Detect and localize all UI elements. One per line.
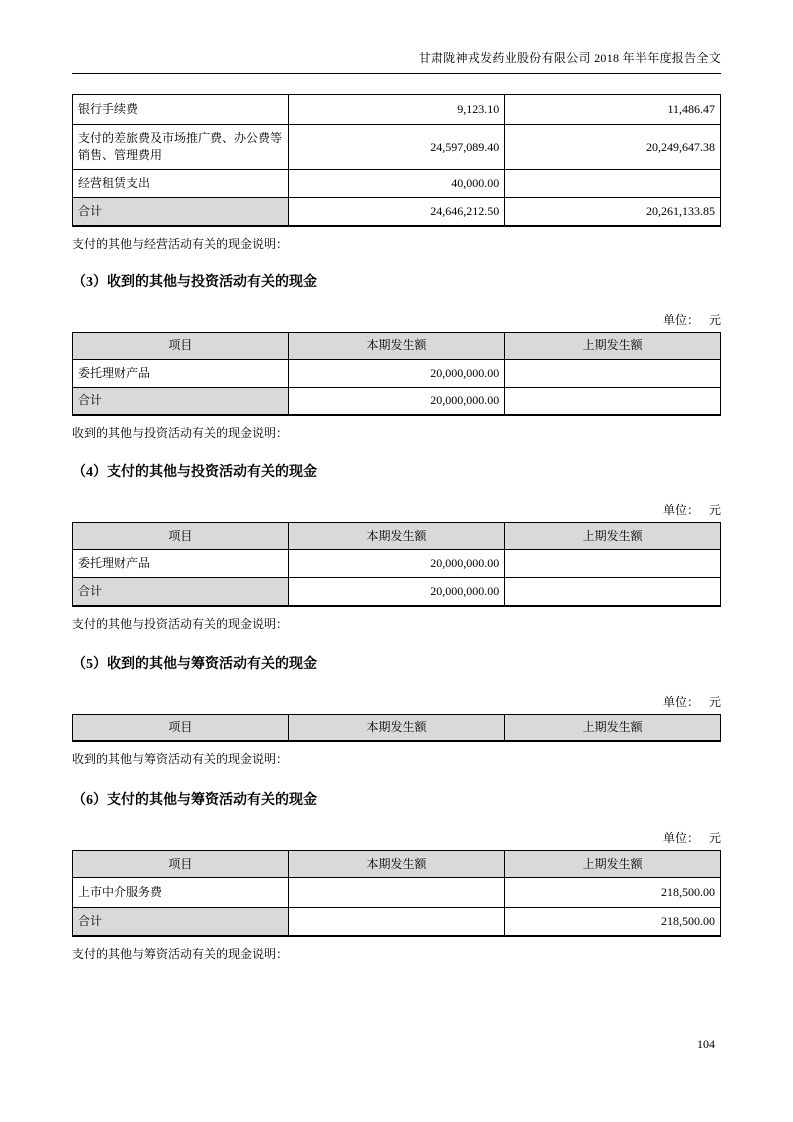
column-header-item: 项目: [73, 523, 289, 550]
section-5-table: [72, 714, 721, 743]
current-amount-cell: 20,000,000.00: [288, 387, 504, 415]
column-header-item: 项目: [73, 714, 289, 741]
item-cell: 委托理财产品: [73, 359, 289, 387]
column-header-current: 本期发生额: [288, 714, 504, 741]
section-4-table: [72, 522, 721, 607]
table-row: [73, 359, 721, 387]
unit-label: 单位：: [662, 503, 699, 517]
table-row: [73, 170, 721, 198]
unit-value: 元: [708, 694, 721, 709]
column-header-prior: 上期发生额: [505, 851, 721, 878]
prior-amount-cell: 218,500.00: [505, 878, 721, 908]
total-row: [73, 387, 721, 415]
current-amount-cell: 20,000,000.00: [288, 578, 504, 606]
current-amount-cell: 20,000,000.00: [288, 359, 504, 387]
item-cell: 委托理财产品: [73, 550, 289, 578]
current-amount-cell: 40,000.00: [288, 170, 504, 198]
table-note: 支付的其他与筹资活动有关的现金说明：: [72, 946, 289, 961]
table-note: 收到的其他与筹资活动有关的现金说明：: [72, 752, 289, 766]
item-cell: 银行手续费: [73, 95, 289, 125]
unit-line: [72, 830, 721, 846]
column-header-current: 本期发生额: [288, 332, 504, 359]
table-row: [73, 95, 721, 125]
unit-line: [72, 694, 721, 710]
column-header-current: 本期发生额: [288, 523, 504, 550]
unit-value: 元: [708, 831, 721, 845]
prior-amount-cell: [505, 550, 721, 578]
unit-label: 单位：: [662, 312, 699, 327]
unit-line: [72, 502, 721, 518]
total-row: [73, 578, 721, 606]
header-row: [73, 523, 721, 550]
total-row: [73, 908, 721, 936]
column-header-item: 项目: [73, 332, 289, 359]
table-row: [73, 878, 721, 908]
prior-amount-cell: 20,249,647.38: [505, 125, 721, 170]
current-amount-cell: 24,646,212.50: [288, 198, 504, 226]
item-cell: 经营租赁支出: [73, 170, 289, 198]
prior-amount-cell: [505, 170, 721, 198]
section-heading-3: （3）收到的其他与投资活动有关的现金: [72, 274, 317, 290]
column-header-item: 项目: [73, 851, 289, 878]
operating-cash-table: [72, 94, 721, 227]
section-heading-4: （4）支付的其他与投资活动有关的现金: [72, 465, 317, 480]
total-label-cell: 合计: [73, 908, 289, 936]
table-note: 支付的其他与经营活动有关的现金说明：: [72, 236, 289, 251]
current-amount-cell: [288, 908, 504, 936]
item-cell: 上市中介服务费: [73, 878, 289, 908]
total-row: [73, 198, 721, 226]
column-header-prior: 上期发生额: [505, 523, 721, 550]
header-row: [73, 851, 721, 878]
section-6-table: [72, 850, 721, 937]
total-label-cell: 合计: [73, 387, 289, 415]
header-row: [73, 332, 721, 359]
column-header-current: 本期发生额: [288, 851, 504, 878]
current-amount-cell: [288, 878, 504, 908]
prior-amount-cell: [505, 359, 721, 387]
unit-value: 元: [708, 503, 721, 517]
page-number: 104: [697, 1037, 715, 1051]
report-title: 甘肃陇神戎发药业股份有限公司 2018 年半年度报告全文: [418, 51, 721, 65]
prior-amount-cell: [505, 578, 721, 606]
table-note: 支付的其他与投资活动有关的现金说明：: [72, 616, 289, 631]
unit-label: 单位：: [662, 694, 699, 709]
unit-label: 单位：: [662, 831, 699, 845]
current-amount-cell: 9,123.10: [288, 95, 504, 125]
current-amount-cell: 20,000,000.00: [288, 550, 504, 578]
total-label-cell: 合计: [73, 578, 289, 606]
column-header-prior: 上期发生额: [505, 332, 721, 359]
current-amount-cell: 24,597,089.40: [288, 125, 504, 170]
section-3-table: [72, 332, 721, 417]
prior-amount-cell: 11,486.47: [505, 95, 721, 125]
prior-amount-cell: 218,500.00: [505, 908, 721, 936]
header-row: [73, 714, 721, 741]
total-label-cell: 合计: [73, 198, 289, 226]
header-rule: [72, 73, 721, 74]
item-cell: 支付的差旅费及市场推广费、办公费等销售、管理费用: [73, 125, 289, 170]
table-row: [73, 550, 721, 578]
unit-line: [72, 312, 721, 328]
unit-value: 元: [708, 312, 721, 327]
section-heading-5: （5）收到的其他与筹资活动有关的现金: [72, 656, 317, 672]
table-row: [73, 125, 721, 170]
prior-amount-cell: [505, 387, 721, 415]
column-header-prior: 上期发生额: [505, 714, 721, 741]
section-heading-6: （6）支付的其他与筹资活动有关的现金: [72, 793, 317, 808]
table-note: 收到的其他与投资活动有关的现金说明：: [72, 426, 289, 440]
prior-amount-cell: 20,261,133.85: [505, 198, 721, 226]
